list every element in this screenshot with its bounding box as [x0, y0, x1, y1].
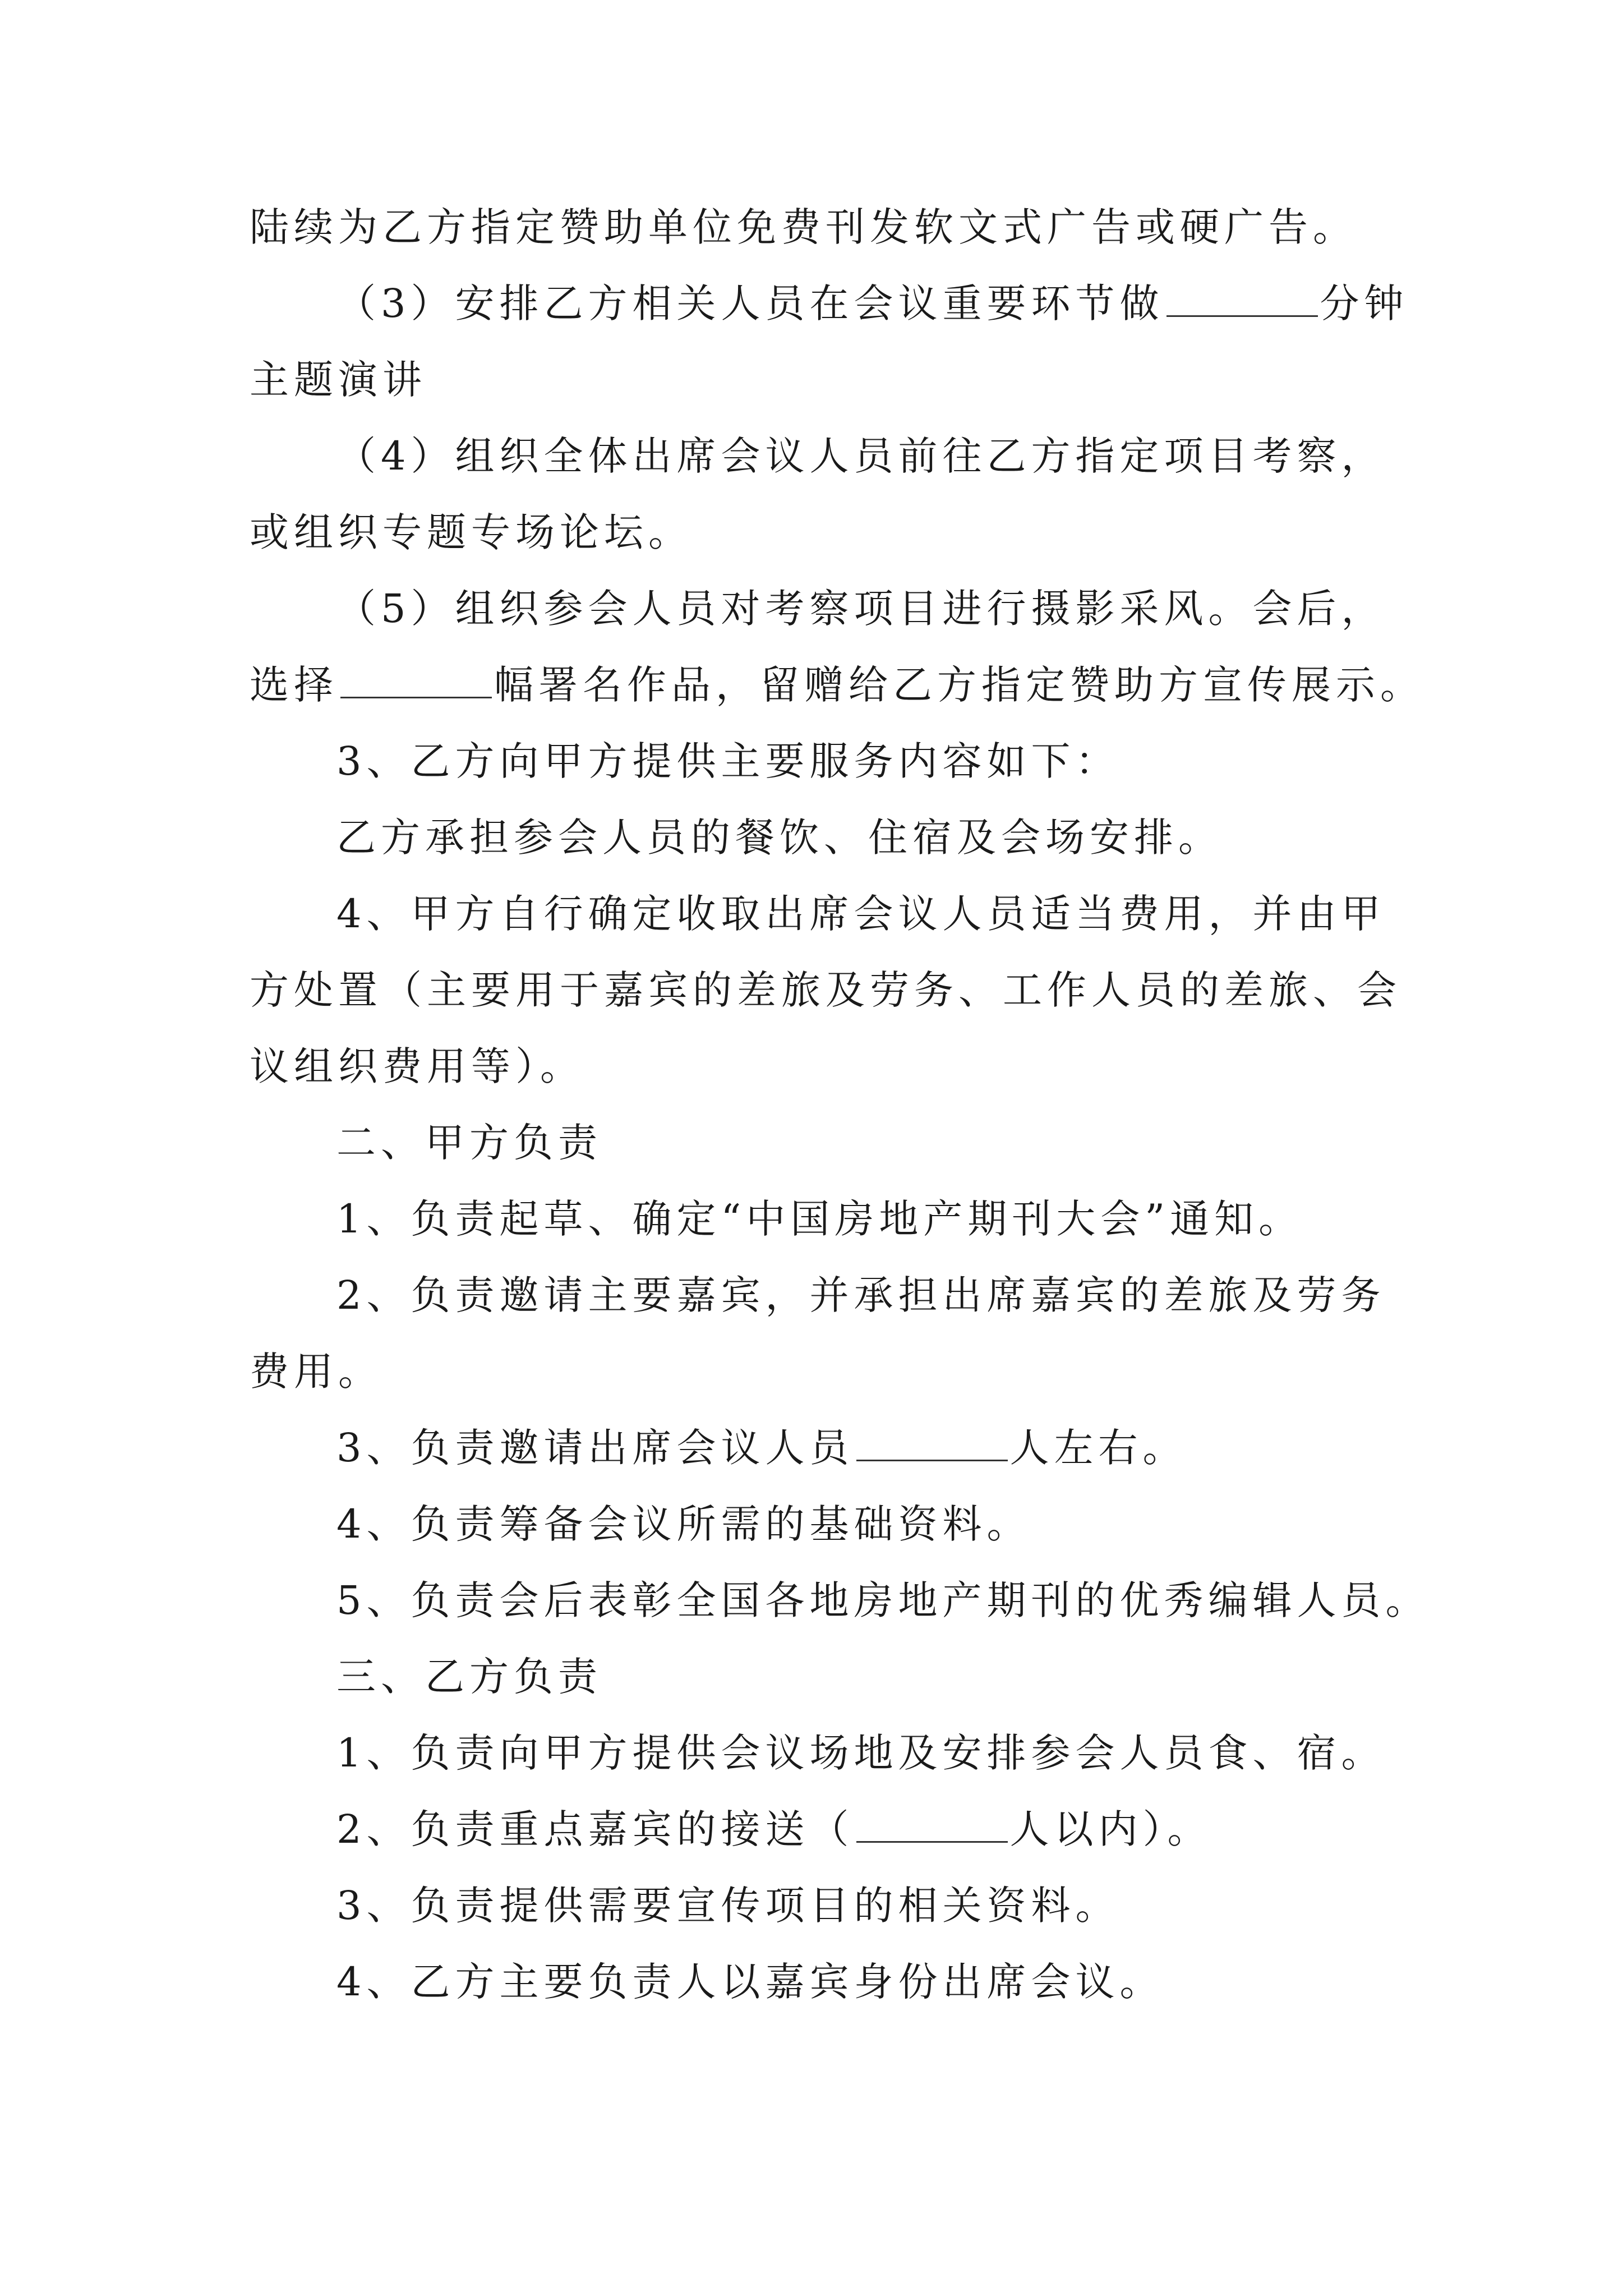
text-line: [336, 583, 1386, 634]
line-text: 乙方承担参会人员的餐饮、住宿及会场安排。: [336, 815, 1223, 861]
line-text: （4）组织全体出席会议人员前往乙方指定项目考察，: [336, 433, 1386, 479]
text-line: [336, 1194, 1303, 1244]
fill-in-blank: [856, 1426, 1008, 1461]
line-text: 4、乙方主要负责人以嘉宾身份出席会议。: [336, 1959, 1164, 2005]
line-text: 3、负责邀请出席会议人员: [336, 1425, 854, 1471]
fill-in-blank: [1166, 282, 1318, 317]
text-line: [336, 1728, 1386, 1778]
line-text: 选择: [250, 662, 338, 708]
text-line: [250, 507, 693, 558]
text-line: [336, 1957, 1164, 2007]
line-text: 陆续为乙方指定赞助单位免费刊发软文式广告或硬广告。: [250, 204, 1357, 250]
text-line: [250, 660, 1424, 710]
line-text: 2、负责重点嘉宾的接送（: [336, 1806, 854, 1852]
line-text: 幅署名作品，留赠给乙方指定赞助方宣传展示。: [494, 662, 1424, 708]
text-line: [336, 812, 1223, 863]
section-heading: [336, 1651, 602, 1702]
line-text: 方处置（主要用于嘉宾的差旅及劳务、工作人员的差旅、会: [250, 967, 1401, 1013]
text-line: [336, 1499, 1031, 1549]
line-text: 2、负责邀请主要嘉宾，并承担出席嘉宾的差旅及劳务: [336, 1272, 1386, 1318]
line-text: 3、乙方向甲方提供主要服务内容如下：: [336, 738, 1120, 784]
line-text: 或组织专题专场论坛。: [250, 509, 693, 555]
text-line: [336, 1804, 1212, 1855]
text-line: [336, 278, 1409, 329]
line-text: 二、甲方负责: [336, 1120, 602, 1166]
text-line: [336, 1880, 1120, 1931]
section-heading: [336, 1117, 602, 1168]
line-text: 1、负责向甲方提供会议场地及安排参会人员食、宿。: [336, 1730, 1386, 1776]
line-text: 费用。: [250, 1349, 382, 1395]
text-line: [250, 1041, 584, 1092]
text-line: [336, 736, 1120, 786]
line-text: 人以内）。: [1009, 1806, 1212, 1852]
line-text: 主题演讲: [250, 357, 427, 403]
text-line: [250, 965, 1401, 1015]
fill-in-blank: [340, 663, 492, 698]
line-text: （5）组织参会人员对考察项目进行摄影采风。会后，: [336, 586, 1386, 632]
line-text: 议组织费用等）。: [250, 1043, 584, 1089]
text-line: [336, 1423, 1187, 1473]
text-line: [250, 1346, 382, 1397]
text-line: [336, 1270, 1386, 1320]
text-line: [250, 202, 1357, 252]
text-line: [336, 889, 1386, 939]
fill-in-blank: [856, 1807, 1008, 1843]
text-line: [336, 1575, 1430, 1626]
line-text: 5、负责会后表彰全国各地房地产期刊的优秀编辑人员。: [336, 1577, 1430, 1623]
line-text: 4、甲方自行确定收取出席会议人员适当费用，并由甲: [336, 891, 1386, 937]
line-text: 1、负责起草、确定“中国房地产期刊大会”通知。: [336, 1196, 1303, 1242]
line-text: 分钟: [1320, 280, 1409, 326]
text-line: [250, 355, 427, 405]
line-text: （3）安排乙方相关人员在会议重要环节做: [336, 280, 1164, 326]
line-text: 人左右。: [1009, 1425, 1187, 1471]
line-text: 3、负责提供需要宣传项目的相关资料。: [336, 1883, 1120, 1929]
text-line: [336, 431, 1386, 481]
line-text: 三、乙方负责: [336, 1654, 602, 1700]
line-text: 4、负责筹备会议所需的基础资料。: [336, 1501, 1031, 1547]
